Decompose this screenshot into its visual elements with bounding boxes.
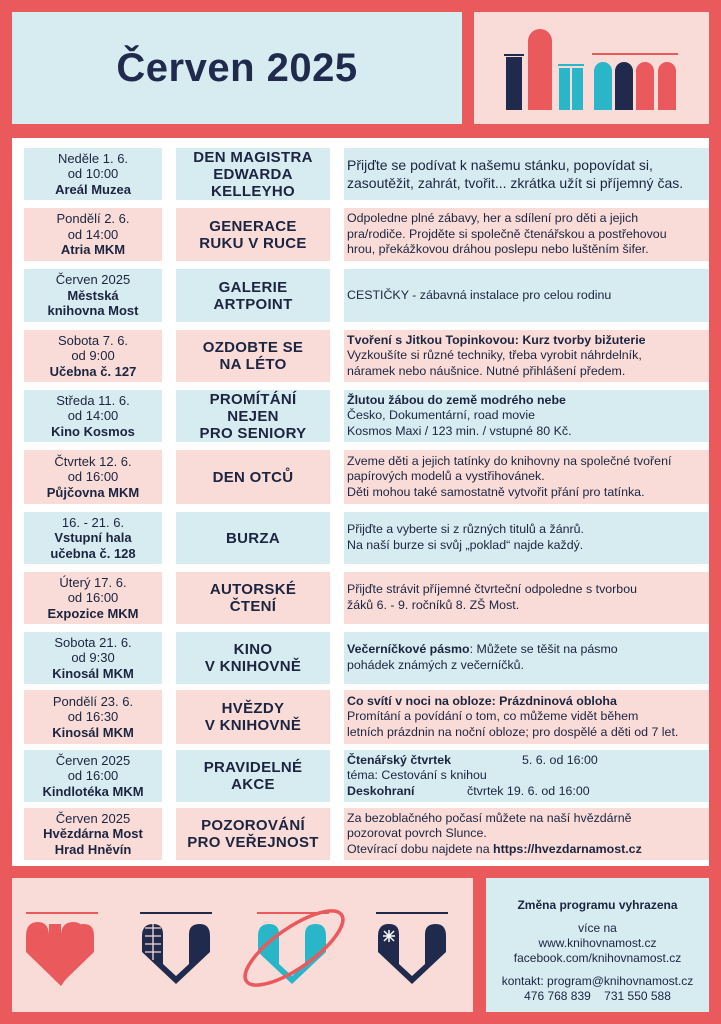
- footer-emblems: [12, 878, 473, 1012]
- row-event-title: OZDOBTE SE NA LÉTO: [176, 330, 330, 382]
- program-row: [12, 208, 709, 261]
- program-row: [12, 390, 709, 442]
- program-row: [12, 632, 709, 684]
- row-place: Kino Kosmos: [51, 423, 135, 439]
- program-row: [12, 808, 709, 860]
- program-row: [12, 572, 709, 624]
- row-description: Večerníčkové pásmo: Můžete se těšit na pásmo pohádek známých z večerníčků.: [344, 632, 709, 684]
- row-when: Červen 2025 Hvězdárna Most Hrad Hněvín: [24, 808, 162, 860]
- header-title-panel: [12, 12, 462, 124]
- row-when: 16. - 21. 6. Vstupní hala učebna č. 128: [24, 512, 162, 564]
- row-when: Úterý 17. 6. od 16:00 Expozice MKM: [24, 572, 162, 624]
- row-event-title: GALERIE ARTPOINT: [176, 269, 330, 322]
- page-title: Červen 2025: [116, 45, 358, 90]
- row-description: Co svítí v noci na obloze: Prázdninová obloha Promítání a povídání o tom, co můžeme vidět během letních prázdnin na noční obloze; pro dospělé a děti od 7 let.: [344, 690, 709, 744]
- row-event-title: GENERACE RUKU V RUCE: [176, 208, 330, 261]
- row-place: Hvězdárna Most Hrad Hněvín: [43, 826, 143, 857]
- row-description: Za bezoblačného počasí můžete na naší hvězdárně pozorovat povrch Slunce. Otevírací dobu najdete na https://hvezdarnamost.cz: [344, 808, 709, 860]
- row-place: Kinosál MKM: [52, 724, 134, 740]
- row-place: Půjčovna MKM: [46, 484, 140, 500]
- row-when: Červen 2025 Městská knihovna Most: [24, 269, 162, 322]
- row-description: Odpoledne plné zábavy, her a sdílení pro děti a jejich pra/rodiče. Projděte si společně čtenářskou a postřehovou hrou, překážkovou dráhou poslepu nebo luštěním šifer.: [344, 208, 709, 261]
- row-description: Tvoření s Jitkou Topinkovou: Kurz tvorby bižuterie Vyzkoušíte si různé techniky, třeba vyrobit náhrdelník, náramek nebo náušnice. Nutné přihlášení předem.: [344, 330, 709, 382]
- program-row: [12, 450, 709, 504]
- website-link[interactable]: www.knihovnamost.cz: [538, 936, 657, 950]
- program-row: [12, 690, 709, 744]
- row-event-title: PRAVIDELNÉ AKCE: [176, 750, 330, 802]
- program-row: [12, 330, 709, 382]
- row-when: Středa 11. 6. od 14:00 Kino Kosmos: [24, 390, 162, 442]
- row-place: Vstupní hala učebna č. 128: [50, 530, 136, 561]
- row-place: Městská knihovna Most: [47, 287, 139, 319]
- program-row: [12, 269, 709, 322]
- row-when: Pondělí 23. 6. od 16:30 Kinosál MKM: [24, 690, 162, 744]
- contact-phones: 476 768 839 731 550 588: [524, 989, 671, 1003]
- row-event-title: AUTORSKÉ ČTENÍ: [176, 572, 330, 624]
- program-row: [12, 750, 709, 802]
- row-description: Přijďte se podívat k našemu stánku, popovídat si, zasoutěžit, zahrát, tvořit... zkrátka užít si příjemný čas.: [344, 148, 709, 200]
- hvezdarna-link[interactable]: https://hvezdarnamost.cz: [493, 841, 642, 856]
- program-row: [12, 148, 709, 200]
- contact-email[interactable]: kontakt: program@knihovnamost.cz: [501, 974, 694, 988]
- row-when: Sobota 21. 6. od 9:30 Kinosál MKM: [24, 632, 162, 684]
- teal-orbit-heart-icon: [235, 898, 353, 997]
- row-place: Areál Muzea: [55, 181, 131, 197]
- row-when: Červen 2025 od 16:00 Kindlotéka MKM: [24, 750, 162, 802]
- row-event-title: HVĚZDY V KNIHOVNĚ: [176, 690, 330, 744]
- program-table: [12, 138, 709, 866]
- navy-star-heart-icon: [376, 912, 448, 984]
- row-event-title: KINO V KNIHOVNĚ: [176, 632, 330, 684]
- library-bars-icon: [474, 12, 709, 124]
- row-description: Žlutou žábou do země modrého nebe Česko, Dokumentární, road movie Kosmos Maxi / 123 min. / vstupné 80 Kč.: [344, 390, 709, 442]
- row-place: Atria MKM: [60, 242, 126, 258]
- row-description: Zveme děti a jejich tatínky do knihovny na společné tvoření papírových modelů a vystřihovánek. Děti mohou také samostatně vytvořit přání pro tatínka.: [344, 450, 709, 504]
- row-place: Kinosál MKM: [52, 665, 134, 681]
- row-place: Expozice MKM: [47, 605, 139, 621]
- heart-emblems: [12, 878, 473, 1012]
- footer-info: [486, 878, 709, 1012]
- row-description: Přijďte strávit příjemné čtvrteční odpoledne s tvorbou žáků 6. - 9. ročníků 8. ZŠ Most.: [344, 572, 709, 624]
- row-when: Neděle 1. 6. od 10:00 Areál Muzea: [24, 148, 162, 200]
- program-row: [12, 512, 709, 564]
- more-info-label: více na: [578, 921, 617, 935]
- row-event-title: DEN OTCŮ: [176, 450, 330, 504]
- row-event-title: POZOROVÁNÍ PRO VEŘEJNOST: [176, 808, 330, 860]
- program-change-notice: Změna programu vyhrazena: [517, 898, 678, 912]
- red-heart-icon: [26, 912, 98, 986]
- row-event-title: BURZA: [176, 512, 330, 564]
- row-place: Učebna č. 127: [49, 363, 137, 379]
- facebook-link[interactable]: facebook.com/knihovnamost.cz: [513, 951, 682, 965]
- row-when: Sobota 7. 6. od 9:00 Učebna č. 127: [24, 330, 162, 382]
- row-when: Čtvrtek 12. 6. od 16:00 Půjčovna MKM: [24, 450, 162, 504]
- library-logo: [474, 12, 709, 124]
- navy-grid-heart-icon: [140, 912, 212, 984]
- row-when: Pondělí 2. 6. od 14:00 Atria MKM: [24, 208, 162, 261]
- row-description: Přijďte a vyberte si z různých titulů a žánrů. Na naší burze si svůj „poklad“ najde každý.: [344, 512, 709, 564]
- row-place: Kindlotéka MKM: [42, 783, 144, 799]
- row-event-title: PROMÍTÁNÍ NEJEN PRO SENIORY: [176, 390, 330, 442]
- row-description: Čtenářský čtvrtek 5. 6. od 16:00 téma: Cestování s knihou Deskohraní čtvrtek 19. 6. od 16:00: [344, 750, 709, 802]
- row-event-title: DEN MAGISTRA EDWARDA KELLEYHO: [176, 148, 330, 200]
- row-description: CESTIČKY - zábavná instalace pro celou rodinu: [344, 269, 709, 322]
